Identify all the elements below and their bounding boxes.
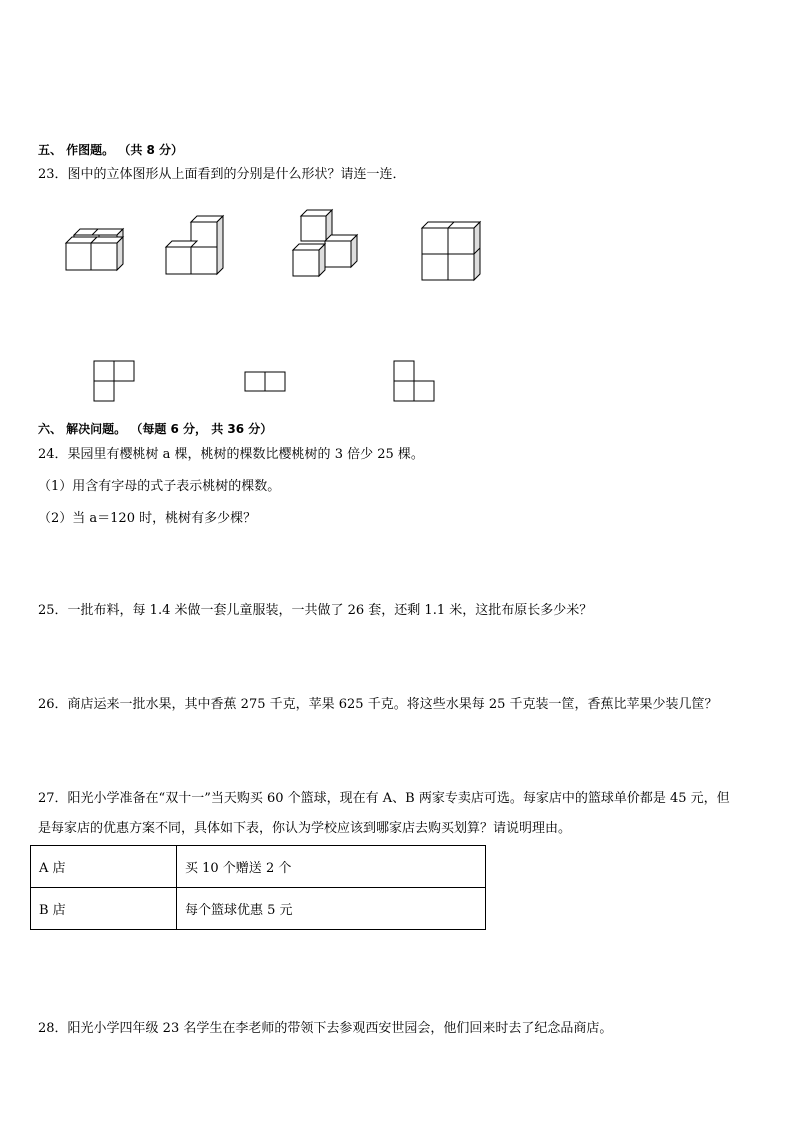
top-view-2: [243, 369, 289, 395]
shop-offer-table: [30, 845, 486, 930]
solid-figure-3: [287, 207, 363, 279]
question-25: 25．一批布料，每 1.4 米做一套儿童服装，一共做了 26 套，还剩 1.1 米，这批布原长多少米？: [38, 603, 593, 618]
question-23: 23．图中的立体图形从上面看到的分别是什么形状？请连一连．: [38, 167, 406, 182]
top-view-3: [392, 358, 438, 404]
question-24-part-2: （2）当 a＝120 时，桃树有多少棵？: [38, 511, 257, 526]
question-24-part-1: （1）用含有字母的式子表示桃树的棵数。: [38, 479, 281, 494]
shop-name-cell: B 店: [31, 888, 177, 930]
top-view-1: [92, 358, 138, 404]
table-row: [31, 888, 486, 930]
table-row: [31, 846, 486, 888]
solid-figure-1: [60, 226, 130, 274]
question-26: 26．商店运来一批水果，其中香蕉 275 千克，苹果 625 千克。将这些水果每 25 千克装一筐，香蕉比苹果少装几筐？: [38, 697, 718, 712]
offer-cell: 每个篮球优惠 5 元: [177, 888, 486, 930]
section-6-heading: 六、 解决问题。 （每题 6 分， 共 36 分）: [38, 422, 273, 436]
offer-cell: 买 10 个赠送 2 个: [177, 846, 486, 888]
question-28: 28．阳光小学四年级 23 名学生在李老师的带领下去参观西安世园会，他们回来时去了纪念品商店。: [38, 1021, 613, 1036]
solid-figure-2: [160, 212, 230, 276]
question-24: 24．果园里有樱桃树 a 棵，桃树的棵数比樱桃树的 3 倍少 25 棵。: [38, 447, 424, 462]
section-5-heading: 五、 作图题。 （共 8 分）: [38, 143, 184, 157]
shop-name-cell: A 店: [31, 846, 177, 888]
question-27-line-2: 是每家店的优惠方案不同，具体如下表，你认为学校应该到哪家店去购买划算？请说明理由。: [38, 821, 572, 836]
solid-figure-4: [418, 218, 484, 284]
question-27-line-1: 27．阳光小学准备在“双十一”当天购买 60 个篮球，现在有 A、B 两家专卖店可选。每家店中的篮球单价都是 45 元，但: [38, 791, 730, 806]
